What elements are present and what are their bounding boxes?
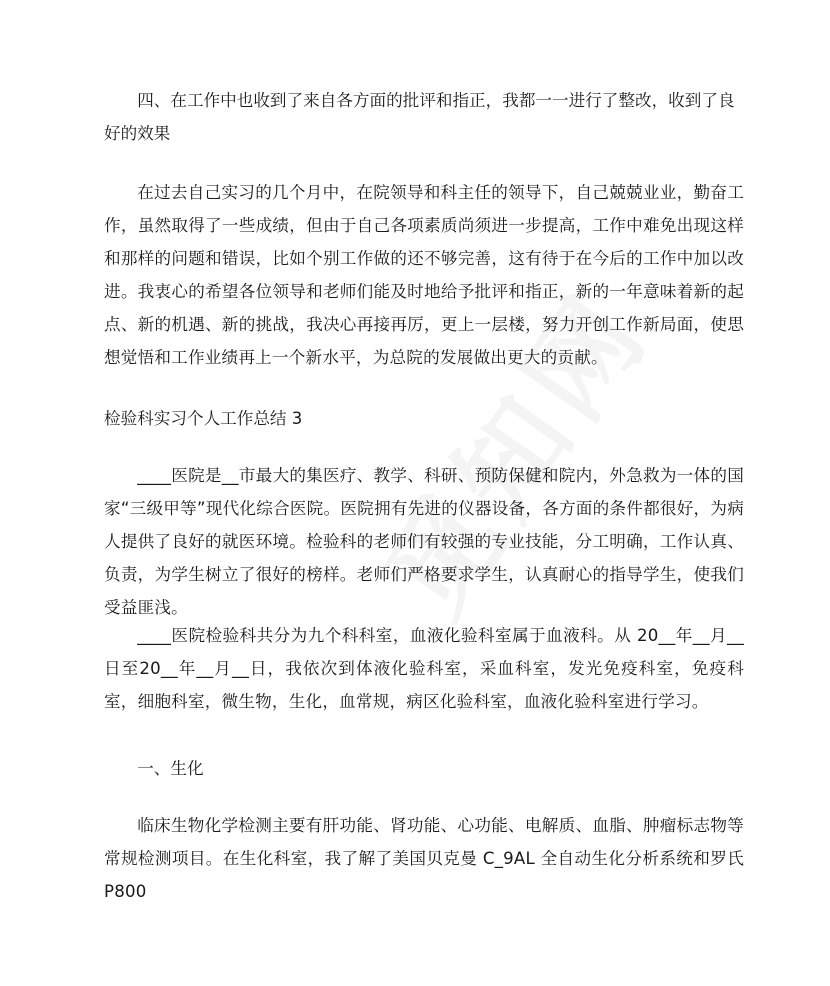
- paragraph-section-four: 四、在工作中也收到了来自各方面的批评和指正，我都一一进行了整改，收到了良好的效果: [104, 91, 735, 143]
- paragraph-departments: ____医院检验科共分为九个科科室，血液化验科室属于血液科。从 20__年__月__日至20__年__月__日，我依次到体液化验科室，采血科室，发光免疫科室，免疫科室，细胞科室，微生物，生化，血常规，病区化验科室，血液化验科室进行学习。: [104, 626, 744, 711]
- paragraph-summary: 在过去自己实习的几个月中，在院领导和科主任的领导下，自己兢兢业业，勤奋工作，虽然取得了一些成绩，但由于自己各项素质尚须进一步提高，工作中难免出现这样和那样的问题和错误，比如个别工作做的还不够完善，这有待于在今后的工作中加以改进。我衷心的希望各位领导和老师们能及时地给予批评和指正，新的一年意味着新的起点、新的机遇、新的挑战，我决心再接再厉，更上一层楼，努力开创工作新局面，使思想觉悟和工作业绩再上一个新水平，为总院的发展做出更大的贡献。: [104, 183, 744, 367]
- paragraph-hospital-intro: ____医院是__市最大的集医疗、教学、科研、预防保健和院内，外急救为一体的国家“三级甲等”现代化综合医院。医院拥有先进的仪器设备，各方面的条件都很好，为病人提供了良好的就医环境。检验科的老师们有较强的专业技能，分工明确，工作认真、负责，为学生树立了很好的榜样。老师们严格要求学生，认真耐心的指导学生，使我们受益匪浅。: [104, 466, 744, 617]
- heading-biochemistry: 一、生化: [137, 759, 204, 778]
- paragraph-biochemistry: 临床生物化学检测主要有肝功能、肾功能、心功能、电解质、血脂、肿瘤标志物等常规检测项目。在生化科室，我了解了美国贝克曼 C_9AL 全自动生化分析系统和罗氏 P800: [104, 816, 744, 901]
- section-title: 检验科实习个人工作总结 3: [104, 409, 303, 428]
